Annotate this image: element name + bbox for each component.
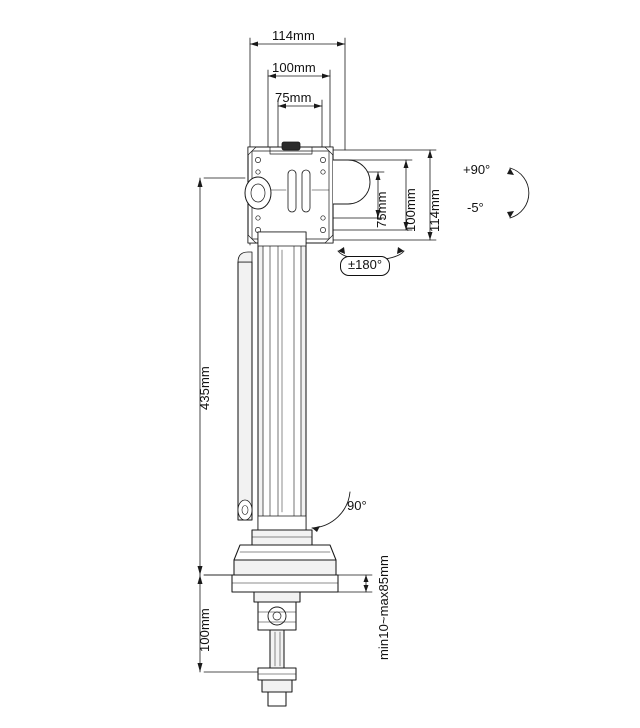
angle-label-rotate: ±180° — [340, 256, 390, 276]
dimension-label-right-height-inner: 75mm — [374, 191, 389, 228]
dimension-label-right-height-mid: 100mm — [403, 188, 418, 232]
dimension-label-clamp-height: 100mm — [197, 608, 212, 652]
angle-label-tilt-up: +90° — [463, 162, 491, 177]
dimension-label-top-width-outer: 114mm — [272, 28, 315, 43]
dimension-label-column-height: 435mm — [197, 366, 212, 410]
tilt-angle-arrowheads — [507, 168, 514, 218]
dimension-label-clamp-range: min10~max85mm — [376, 555, 391, 660]
angle-label-swivel: 90° — [347, 498, 367, 513]
rotate-angle-arrowheads — [338, 247, 404, 254]
angle-label-tilt-down: -5° — [467, 200, 484, 215]
swivel-angle-arc — [312, 492, 350, 528]
desk-clamp — [232, 575, 338, 706]
base-block — [234, 530, 336, 575]
dimension-label-top-width-mid: 100mm — [272, 60, 316, 75]
monitor-arm-column — [238, 232, 306, 530]
dimension-label-top-width-inner: 75mm — [275, 90, 312, 105]
plate-side-outline — [333, 160, 370, 204]
dimension-label-right-height-outer: 114mm — [427, 189, 442, 232]
swivel-angle-arrowheads — [312, 526, 320, 532]
tilt-angle-arc — [510, 168, 529, 218]
tilt-pivot-joint — [245, 177, 271, 209]
